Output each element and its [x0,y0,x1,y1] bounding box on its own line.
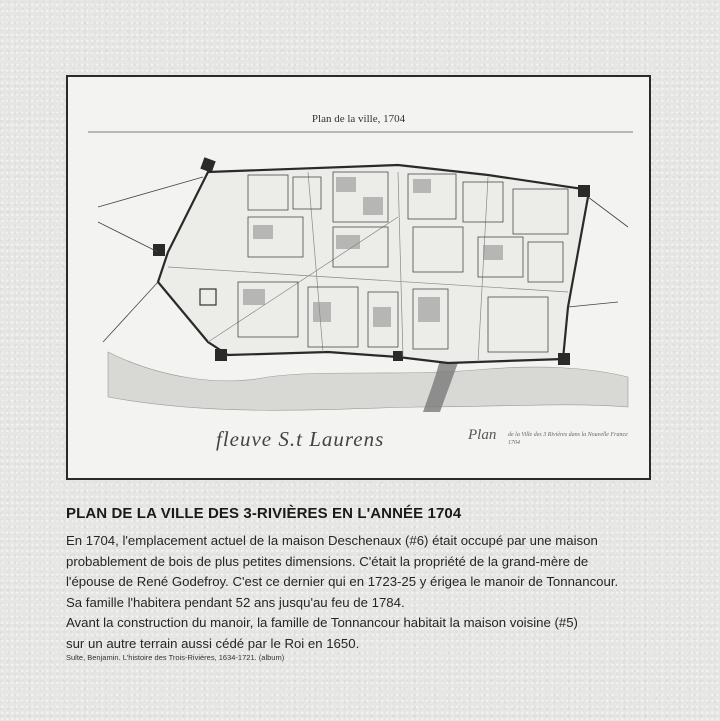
map-title: Plan de la ville, 1704 [311,113,406,125]
paragraph-line: probablement de bois de plus petites dimensions. C'était la propriété de la grand-mère de [66,553,589,569]
bastion [215,349,227,361]
section-heading: PLAN DE LA VILLE DES 3-RIVIÈRES EN L'ANNÉE 1704 [66,505,462,522]
plan-caption-detail: de la Ville des 3 Rivières dans la Nouvelle France 1704 [508,432,628,446]
river-caption: fleuve S.t Laurens [216,427,385,451]
paragraph-line: Sa famille l'habitera pendant 52 ans jusqu'au feu de 1784. [66,594,405,610]
paragraph-line: Avant la construction du manoir, la famille de Tonnancour habitait la maison voisine (#5) [66,615,578,630]
paragraph-line: sur un autre terrain aussi cédé par le Roi en 1650. [66,635,360,651]
source-citation: Sulte, Benjamin. L'histoire des Trois-Rivières, 1634-1721. (album) [66,653,285,662]
map-figure [66,75,651,480]
bastion [578,185,590,197]
paragraph-line: En 1704, l'emplacement actuel de la maison Deschenaux (#6) était occupé par une maison [66,533,598,548]
bastion [558,353,570,365]
bastion [393,351,403,361]
paragraph-line: l'épouse de René Godefroy. C'est ce dernier qui en 1723-25 y érigea le manoir de Tonnancour. [66,574,619,589]
plan-caption: Plan [468,427,497,443]
bastion [200,157,215,172]
town-plan-drawing [68,77,649,478]
river-shore [108,352,628,410]
fortification-wall [158,165,588,363]
